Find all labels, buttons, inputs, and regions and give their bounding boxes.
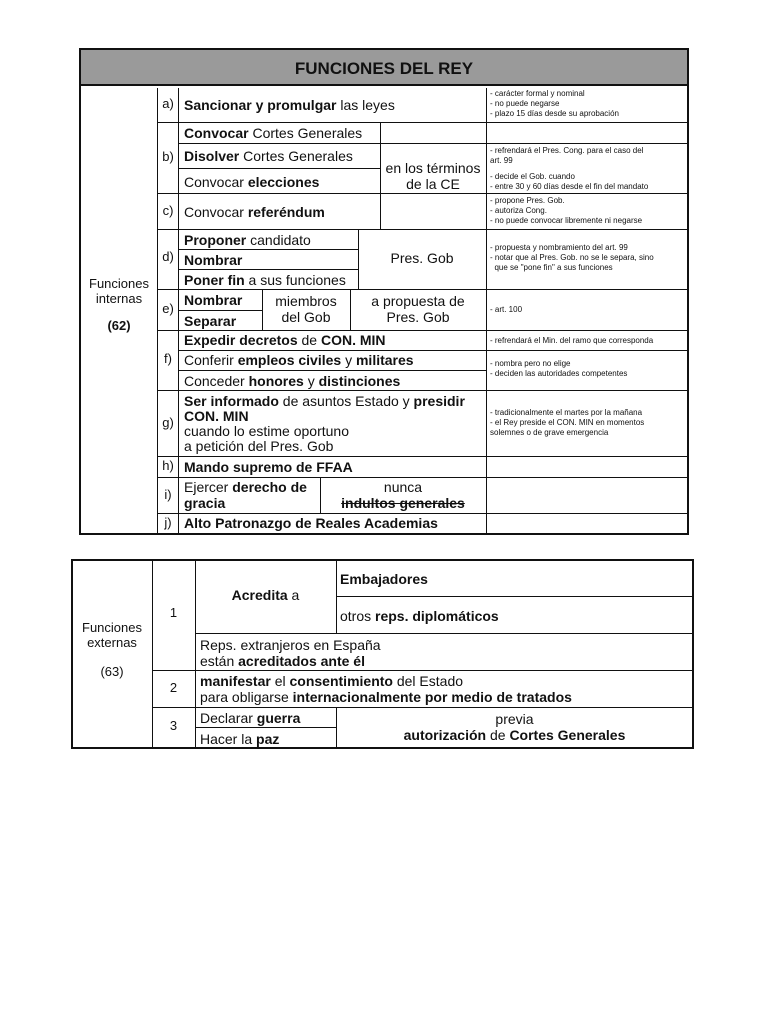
- row-letter: f): [164, 351, 172, 366]
- divider: [195, 633, 693, 634]
- function-text: autorización de Cortes Generales: [403, 727, 626, 743]
- function-text: Conferir empleos civiles y militares: [184, 352, 414, 368]
- function-text: CON. MIN: [184, 408, 249, 424]
- row-letter: i): [164, 487, 172, 502]
- shared-text: Pres. Gob: [390, 250, 454, 266]
- external-functions-label: Funciones externas (63): [82, 620, 142, 679]
- note: - decide el Gob. cuando - entre 30 y 60 días desde el fin del mandato: [490, 172, 649, 191]
- function-text: Convocar Cortes Generales: [184, 125, 363, 141]
- function-text: a petición del Pres. Gob: [184, 438, 334, 454]
- shared-text: miembros del Gob: [275, 293, 337, 326]
- internal-functions-label: Funciones internas (62): [89, 276, 149, 333]
- function-text: cuando lo estime oportuno: [184, 423, 349, 439]
- shared-text: indultos generales: [341, 495, 465, 511]
- divider: [157, 229, 687, 230]
- note: - refrendará el Pres. Cong. para el caso del art. 99: [490, 146, 644, 165]
- row-number: 2: [169, 680, 178, 695]
- divider: [152, 707, 693, 708]
- function-text: Ejercer derecho de: [184, 479, 307, 495]
- note: - propone Pres. Gob. - autoriza Cong. - no puede convocar libremente ni negarse: [490, 196, 643, 225]
- divider: [195, 727, 336, 728]
- row-letter: g): [162, 415, 174, 430]
- row-letter: a): [162, 96, 174, 111]
- divider: [178, 350, 687, 351]
- function-text: Convocar elecciones: [184, 174, 320, 190]
- divider: [157, 513, 687, 514]
- divider: [152, 670, 693, 671]
- function-text: Expedir decretos de CON. MIN: [184, 332, 386, 348]
- divider: [157, 477, 687, 478]
- page-title: FUNCIONES DEL REY: [294, 59, 474, 78]
- function-text: Acredita a: [231, 587, 300, 603]
- divider: [157, 456, 687, 457]
- function-text: otros reps. diplomáticos: [340, 608, 499, 624]
- function-text: Poner fin a sus funciones: [184, 272, 346, 288]
- note: - refrendará el Min. del ramo que corresponda: [490, 336, 654, 345]
- row-letter: h): [162, 458, 174, 473]
- divider: [178, 370, 486, 371]
- row-number: 1: [169, 605, 178, 620]
- function-text: Declarar guerra: [200, 710, 301, 726]
- divider: [178, 193, 687, 194]
- divider: [178, 249, 358, 250]
- row-letter: j): [164, 515, 172, 530]
- divider: [157, 122, 687, 123]
- divider: [157, 193, 178, 194]
- function-text: Convocar referéndum: [184, 204, 325, 220]
- row-letter: e): [162, 301, 174, 316]
- function-text: Nombrar: [184, 252, 243, 268]
- divider: [486, 88, 487, 534]
- divider: [157, 390, 687, 391]
- function-text: gracia: [184, 495, 226, 511]
- row-letter: d): [162, 249, 174, 264]
- divider: [178, 269, 358, 270]
- function-text: Conceder honores y distinciones: [184, 373, 401, 389]
- shared-text: previa: [495, 711, 534, 727]
- note: - propuesta y nombramiento del art. 99 - notar que al Pres. Gob. no se le separa, sino que se "pone fin" a sus funciones: [490, 243, 654, 272]
- shared-text: en los términos de la CE: [385, 160, 481, 193]
- function-text: Disolver Cortes Generales: [184, 148, 353, 164]
- note: - art. 100: [490, 305, 523, 314]
- note: - nombra pero no elige - deciden las autoridades competentes: [490, 359, 628, 378]
- row-number: 3: [169, 718, 178, 733]
- function-text: Alto Patronazgo de Reales Academias: [184, 515, 438, 531]
- function-text: Reps. extranjeros en España: [200, 637, 381, 653]
- divider: [157, 289, 687, 290]
- divider: [157, 330, 687, 331]
- note: - tradicionalmente el martes por la mañana - el Rey preside el CON. MIN en momentos solemnes o de grave emergencia: [490, 408, 645, 437]
- shared-text: nunca: [383, 479, 423, 495]
- note: - carácter formal y nominal - no puede negarse - plazo 15 días desde su aprobación: [490, 89, 619, 118]
- function-text: Mando supremo de FFAA: [184, 459, 353, 475]
- function-text: Sancionar y promulgar las leyes: [184, 97, 395, 113]
- shared-text: a propuesta de Pres. Gob: [371, 293, 465, 326]
- divider: [178, 143, 687, 144]
- divider: [178, 88, 179, 534]
- function-text: Proponer candidato: [184, 232, 311, 248]
- function-text: Ser informado de asuntos Estado y presidir: [184, 393, 465, 409]
- row-letter: c): [162, 203, 174, 218]
- divider: [336, 596, 693, 597]
- function-text: están acreditados ante él: [200, 653, 365, 669]
- function-text: Nombrar: [184, 292, 243, 308]
- function-text: Embajadores: [340, 571, 428, 587]
- function-text: Separar: [184, 313, 237, 329]
- function-text: manifestar el consentimiento del Estado: [200, 673, 464, 689]
- function-text: para obligarse internacionalmente por medio de tratados: [200, 689, 572, 705]
- row-letter: b): [162, 149, 174, 164]
- divider: [178, 310, 262, 311]
- function-text: Hacer la paz: [200, 731, 280, 747]
- divider: [178, 168, 380, 169]
